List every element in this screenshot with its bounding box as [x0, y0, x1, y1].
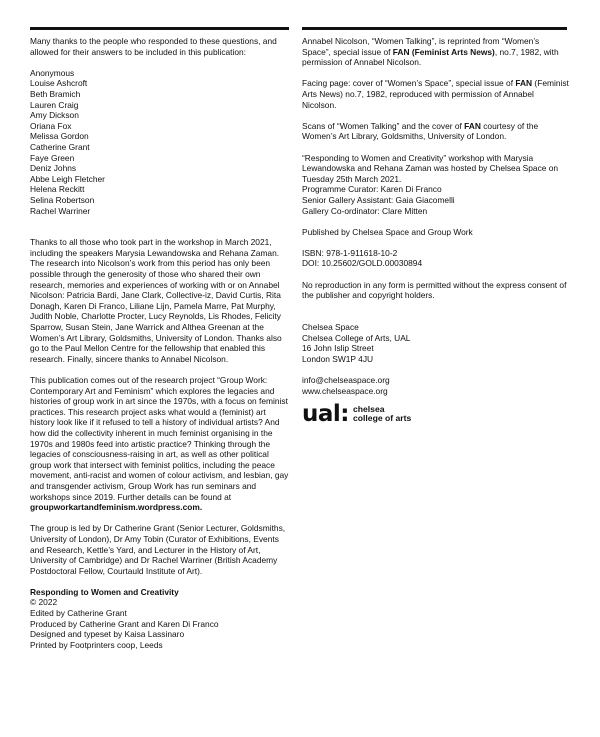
colophon-line: Printed by Footprinters coop, Leeds [30, 639, 163, 650]
right-top-rule [302, 27, 567, 30]
scans-journal: FAN [464, 120, 481, 131]
respondent-name: Helena Reckitt [30, 184, 85, 195]
respondent-name: Oriana Fox [30, 120, 72, 131]
project-description [30, 375, 292, 513]
logo-text-line: college of arts [352, 413, 412, 424]
thanks-intro: Many thanks to the people who responded to these questions, and allowed for their answers to be included in this publication: [30, 36, 277, 57]
facing-journal: FAN [515, 78, 533, 89]
workshop-thanks: Thanks to all those who took part in the workshop in March 2021, including the speakers Marysia Lewandowska and Rehana Zaman. The research into Nicolson’s work from this period has only been possible through the generosity of those who shared their own research, memories and experiences of working with or on Annabel Nicolson: Patricia Bardi, Jane Clark, Collective-iz, David Curtis, Rita Donagh, Karen Di Franco, Liliane Lijn, Pamela Marre, Pat Murphy, Judith Noble, Charlotte Procter, Lucy Reynolds, Lis Rhodes, Felicity Sparrow, Susan Stein, Jane Warrick and Althea Greenan at the Women’s Art Library, Goldsmiths, University of London. Thanks also go to the Paul Mellon Centre for the fellowship that enabled this research. Finally, sincere thanks to Annabel Nicolson. [30, 237, 282, 364]
ual-logo-text [353, 405, 411, 423]
address-block [302, 322, 570, 364]
contact-block [302, 375, 570, 396]
address-line: London SW1P 4JU [302, 353, 374, 364]
left-column [30, 36, 292, 650]
colophon-title: Responding to Women and Creativity [30, 586, 179, 597]
reprint-journal: FAN (Feminist Arts News) [392, 46, 495, 57]
colophon-line: Produced by Catherine Grant and Karen Di Franco [30, 618, 219, 629]
respondent-name: Louise Ashcroft [30, 78, 88, 89]
colophon-line: Edited by Catherine Grant [30, 608, 127, 619]
reprint-text-end: , no.7, 1982, with permission of Annabel Nicolson. [302, 46, 559, 68]
logo-text-line: chelsea [352, 404, 385, 415]
facing-text: Facing page: cover of “Women’s Space”, special issue of [302, 78, 516, 89]
right-column [302, 36, 570, 426]
rights-notice: No reproduction in any form is permitted without the express consent of the publisher and copyright holders. [302, 279, 567, 301]
address-line: Chelsea College of Arts, UAL [302, 332, 411, 343]
identifiers [302, 248, 570, 269]
respondent-name: Deniz Johns [30, 163, 77, 174]
website-link[interactable]: www.chelseaspace.org [302, 385, 388, 396]
colophon [30, 587, 292, 651]
ual-chelsea-logo [302, 402, 570, 426]
credit-line: Programme Curator: Karen Di Franco [302, 184, 442, 195]
respondent-name: Rachel Warriner [30, 205, 91, 216]
project-text: This publication comes out of the research project “Group Work: Contemporary Art and Feminism” which explores the legacies and histories of group work in art since the 1970s, with a focus on feminist practices. This research project asks what would a (feminist) art history look like if it refused to tell a history of individual artists? And how did the collectivity inherent in much feminist organising in the 1970s and 1980s feed into artistic practice? Thinking through the legacies of consciousness-raising in art, as well as other political group work that intersect with feminist politics, including the peace movement, anti-racist and women of colour activism, and lesbian, gay and transgender activism, Group Work has run seminars and workshops since 2019. Further details can be found at [30, 375, 289, 502]
respondent-name: Melissa Gordon [30, 131, 89, 142]
workshop-note [302, 153, 570, 217]
scans-text-end: courtesy of the Women’s Art Library, Goldsmiths, University of London. [302, 120, 539, 142]
facing-journal-full: Feminist Arts News [302, 78, 569, 99]
credit-line: Senior Gallery Assistant: Gaia Giacomelli [302, 194, 455, 205]
respondents-list [30, 68, 292, 216]
reprint-text: Annabel Nicolson, “Women Talking”, is reprinted from “Women’s Space”, special issue of [302, 36, 540, 57]
email-link[interactable]: info@chelseaspace.org [302, 375, 390, 385]
ual-logo-mark: ual: [302, 401, 349, 428]
project-url-link[interactable]: groupworkartandfeminism.wordpress.com. [30, 502, 203, 513]
scans-credit [302, 121, 570, 142]
respondent-name: Anonymous [30, 67, 75, 78]
colophon-line: Designed and typeset by Kaisa Lassinaro [30, 629, 185, 640]
respondent-name: Beth Bramich [30, 88, 81, 99]
respondent-name: Abbe Leigh Fletcher [30, 173, 105, 184]
scans-text: Scans of “Women Talking” and the cover of [302, 120, 465, 131]
colophon-line: © 2022 [30, 597, 58, 608]
facing-text-end: ) no.7, 1982, reproduced with permission of Annabel Nicolson. [302, 88, 534, 110]
credit-line: Gallery Co-ordinator: Clare Mitten [302, 205, 428, 216]
address-line: Chelsea Space [302, 322, 359, 333]
facing-paren: ( [532, 78, 538, 89]
isbn: ISBN: 978-1-911618-10-2 [302, 247, 398, 258]
respondent-name: Selina Robertson [30, 194, 95, 205]
left-top-rule [30, 27, 289, 30]
publisher-line: Published by Chelsea Space and Group Work [302, 226, 473, 237]
facing-page-caption [302, 78, 570, 110]
group-leaders: The group is led by Dr Catherine Grant (Senior Lecturer, Goldsmiths, University of London), Dr Amy Tobin (Curator of Exhibitions, Events and Research, Kettle’s Yard, and Lecturer in the History of Art, University of Cambridge) and Dr Rachel Warriner (British Academy Postdoctoral Fellow, Courtauld Institute of Art). [30, 523, 286, 576]
reprint-note [302, 36, 570, 68]
address-line: 16 John Islip Street [302, 343, 374, 354]
respondent-name: Catherine Grant [30, 141, 90, 152]
workshop-note-text: “Responding to Women and Creativity” workshop with Marysia Lewandowska and Rehana Zaman was hosted by Chelsea Space on Tuesday 25th March 2021. [302, 152, 559, 184]
respondent-name: Lauren Craig [30, 99, 79, 110]
respondent-name: Amy Dickson [30, 110, 79, 121]
doi: DOI: 10.25602/GOLD.00030894 [302, 258, 423, 269]
respondent-name: Faye Green [30, 152, 75, 163]
